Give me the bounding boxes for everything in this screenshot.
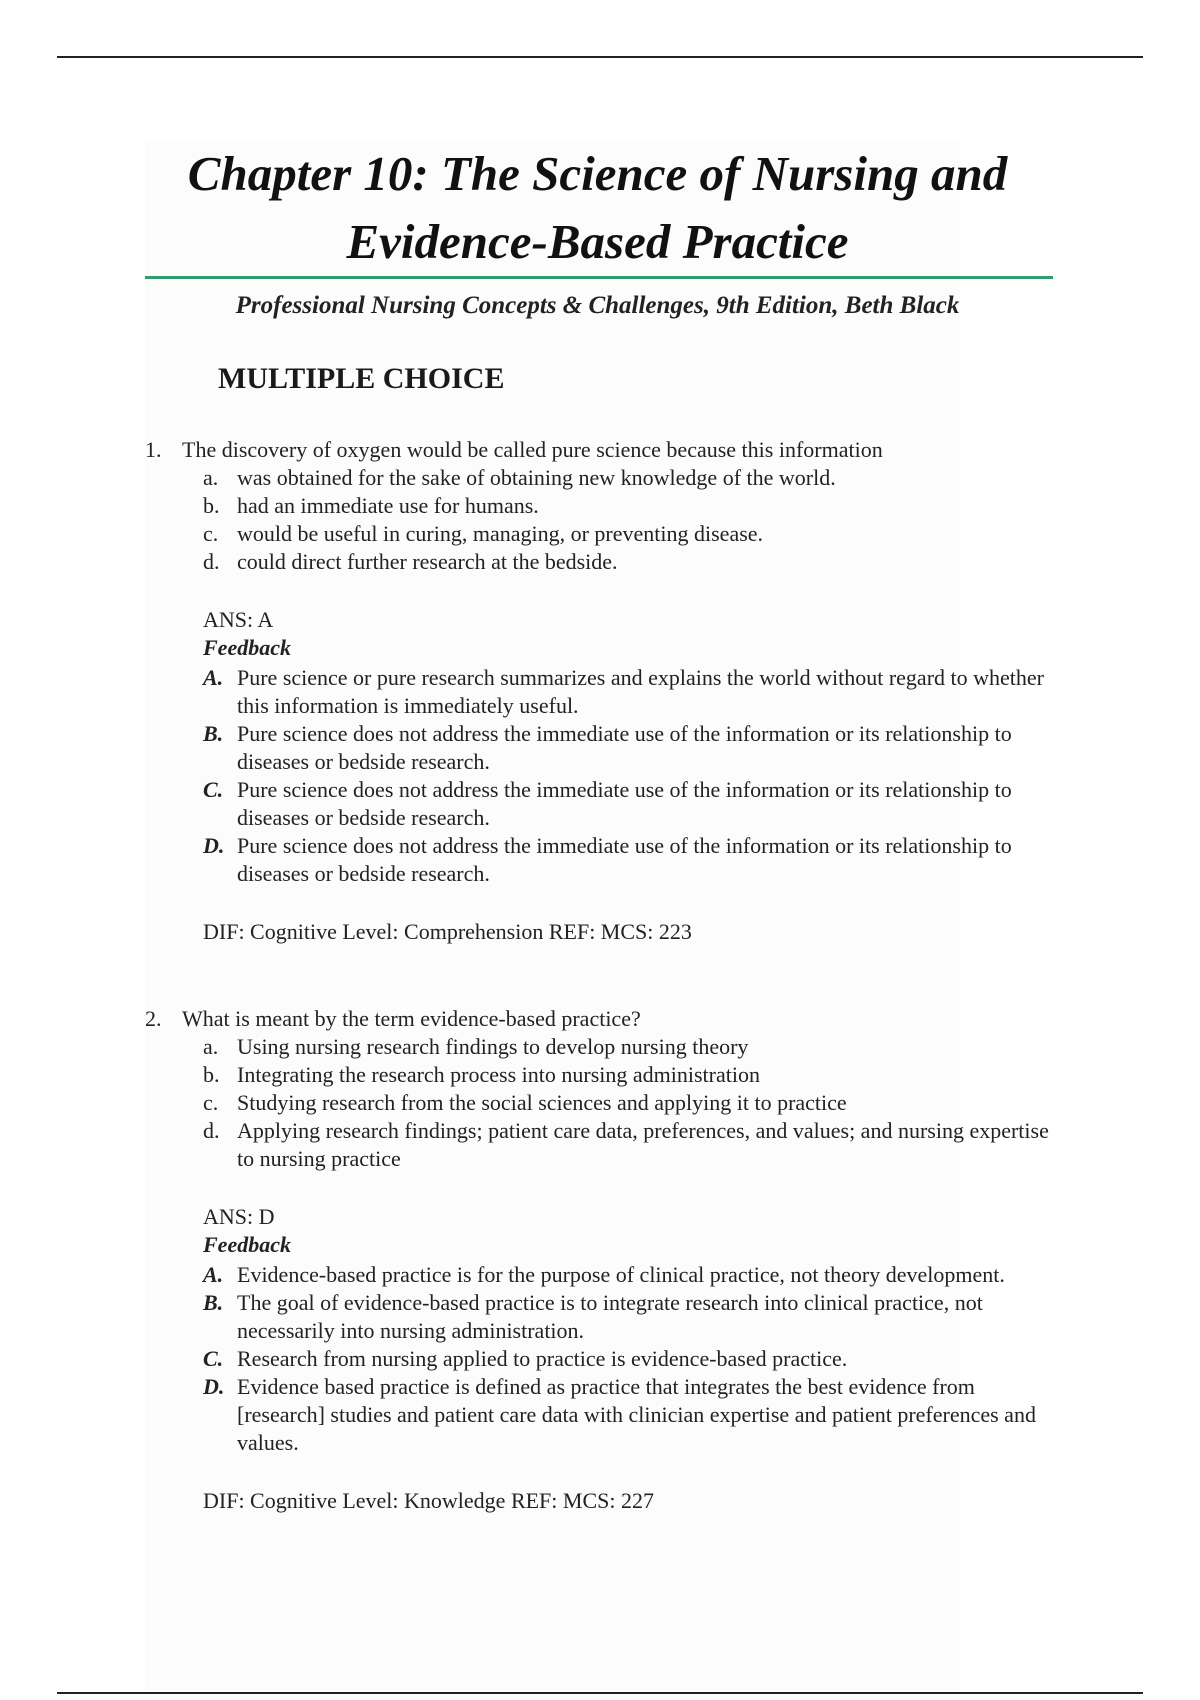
option-b	[145, 1061, 1067, 1089]
option-text: Using nursing research findings to develop nursing theory	[237, 1034, 749, 1059]
page-top-rule	[57, 56, 1143, 58]
feedback-item-a	[145, 664, 1067, 720]
difficulty-reference: DIF: Cognitive Level: Comprehension REF: MCS: 223	[203, 919, 692, 944]
option-letter: c.	[203, 1090, 219, 1115]
option-text: Applying research findings; patient care data, preferences, and values; and nursing expertise to nursing practice	[237, 1118, 1049, 1171]
answer-options	[145, 464, 1067, 576]
feedback-letter: C.	[203, 1346, 224, 1371]
feedback-item-c	[145, 1345, 1067, 1373]
question-number: 1.	[145, 437, 162, 462]
option-letter: b.	[203, 1062, 220, 1087]
feedback-text: Evidence-based practice is for the purpose of clinical practice, not theory development.	[237, 1262, 1005, 1287]
feedback-letter: D.	[203, 1374, 225, 1399]
option-c	[145, 520, 1067, 548]
question-1	[145, 436, 1067, 946]
feedback-letter: B.	[203, 1290, 224, 1315]
option-a	[145, 464, 1067, 492]
question-2	[145, 1005, 1067, 1515]
chapter-title-line-1: Chapter 10: The Science of Nursing and	[187, 146, 1008, 201]
question-text: The discovery of oxygen would be called pure science because this information	[182, 437, 883, 462]
chapter-title-line-2: Evidence-Based Practice	[346, 214, 849, 269]
feedback-letter: C.	[203, 777, 224, 802]
option-c	[145, 1089, 1067, 1117]
feedback-item-b	[145, 720, 1067, 776]
question-stem	[145, 1005, 1062, 1033]
option-letter: d.	[203, 549, 220, 574]
question-number: 2.	[145, 1006, 162, 1031]
option-text: would be useful in curing, managing, or preventing disease.	[237, 521, 764, 546]
feedback-text: Evidence based practice is defined as practice that integrates the best evidence from [research] studies and patient care data with clinician expertise and patient preferences and values.	[237, 1374, 1036, 1455]
feedback-item-c	[145, 776, 1067, 832]
option-letter: a.	[203, 465, 219, 490]
option-a	[145, 1033, 1067, 1061]
option-text: Studying research from the social sciences and applying it to practice	[237, 1090, 847, 1115]
feedback-list	[145, 1261, 1067, 1457]
option-d	[145, 1117, 1067, 1173]
option-letter: a.	[203, 1034, 219, 1059]
feedback-text: Pure science does not address the immediate use of the information or its relationship to diseases or bedside research.	[237, 833, 1012, 886]
option-letter: b.	[203, 493, 220, 518]
option-text: Integrating the research process into nursing administration	[237, 1062, 760, 1087]
option-d	[145, 548, 1067, 576]
answer-options	[145, 1033, 1067, 1173]
book-subtitle: Professional Nursing Concepts & Challenges, 9th Edition, Beth Black	[235, 292, 960, 319]
feedback-text: Research from nursing applied to practice is evidence-based practice.	[237, 1346, 848, 1371]
option-b	[145, 492, 1067, 520]
feedback-text: Pure science or pure research summarizes and explains the world without regard to whether this information is immediately useful.	[237, 665, 1044, 718]
option-text: was obtained for the sake of obtaining new knowledge of the world.	[237, 465, 836, 490]
feedback-letter: B.	[203, 721, 224, 746]
page-bottom-rule	[57, 1692, 1143, 1694]
feedback-letter: A.	[203, 665, 224, 690]
option-text: could direct further research at the bedside.	[237, 549, 618, 574]
feedback-text: Pure science does not address the immediate use of the information or its relationship to diseases or bedside research.	[237, 777, 1012, 830]
question-stem	[145, 436, 1062, 464]
chapter-title	[145, 140, 1050, 276]
section-heading: MULTIPLE CHOICE	[218, 362, 505, 395]
feedback-letter: D.	[203, 833, 225, 858]
option-letter: c.	[203, 521, 219, 546]
feedback-item-b	[145, 1289, 1067, 1345]
answer-key: ANS: D	[203, 1204, 275, 1229]
feedback-text: Pure science does not address the immediate use of the information or its relationship to diseases or bedside research.	[237, 721, 1012, 774]
feedback-heading: Feedback	[203, 1232, 291, 1257]
feedback-item-d	[145, 832, 1067, 888]
feedback-item-a	[145, 1261, 1067, 1289]
difficulty-reference: DIF: Cognitive Level: Knowledge REF: MCS: 227	[203, 1488, 654, 1513]
answer-key: ANS: A	[203, 607, 274, 632]
feedback-text: The goal of evidence-based practice is to integrate research into clinical practice, not necessarily into nursing administration.	[237, 1290, 983, 1343]
option-letter: d.	[203, 1118, 220, 1143]
feedback-heading: Feedback	[203, 635, 291, 660]
question-text: What is meant by the term evidence-based practice?	[182, 1006, 641, 1031]
title-underline	[145, 276, 1053, 279]
feedback-letter: A.	[203, 1262, 224, 1287]
feedback-list	[145, 664, 1067, 888]
feedback-item-d	[145, 1373, 1067, 1457]
option-text: had an immediate use for humans.	[237, 493, 539, 518]
